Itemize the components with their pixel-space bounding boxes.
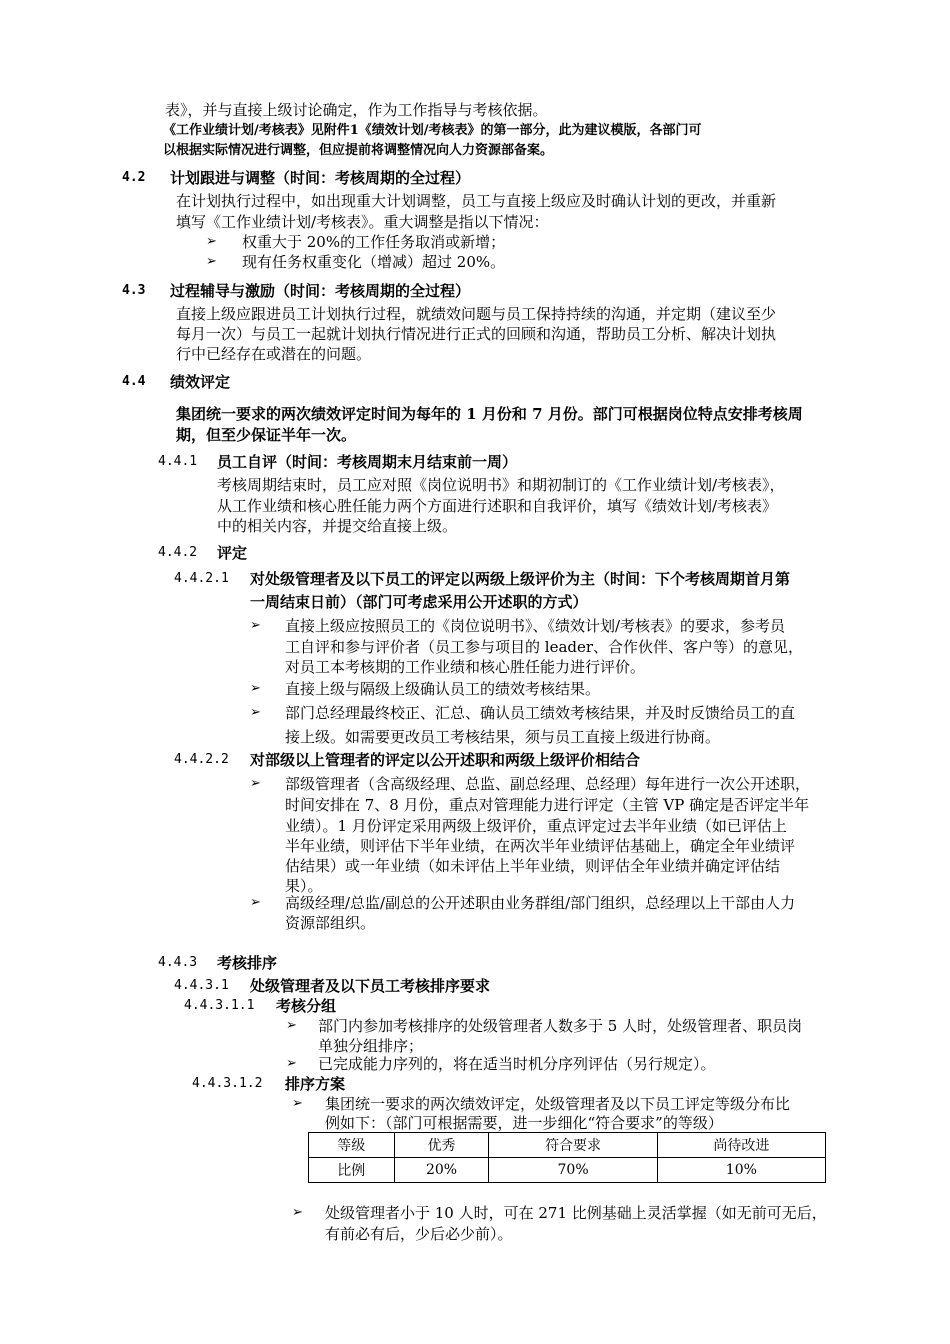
paragraph-line: 在计划执行过程中，如出现重大计划调整，员工与直接上级应及时确认计划的更改，并重新	[176, 192, 777, 210]
section-number: 4.4.2	[158, 545, 198, 560]
section-number: 4.4.3.1.1	[184, 998, 255, 1013]
list-item: 现有任务权重变化（增减）超过 20%。	[242, 253, 506, 271]
table-cell: 20%	[394, 1158, 489, 1183]
list-item: 对员工本考核期的工作业绩和核心胜任能力进行评价。	[285, 658, 646, 676]
section-heading: 考核分组	[276, 997, 337, 1015]
paragraph-line: 每月一次）与员工一起就计划执行情况进行正式的回顾和沟通，帮助员工分析、解决计划执	[176, 325, 777, 343]
paragraph-line: 从工作业绩和核心胜任能力两个方面进行述职和自我评价，填写《绩效计划/考核表》	[217, 497, 778, 515]
section-heading: 考核排序	[217, 954, 278, 972]
list-item: 部门内参加考核排序的处级管理者人数多于 5 人时，处级管理者、职员岗	[318, 1017, 803, 1035]
list-item: 直接上级应按照员工的《岗位说明书》、《绩效计划/考核表》的要求，参考员	[285, 617, 786, 635]
section-heading: 一周结束日前）（部门可考虑采用公开述职的方式）	[250, 593, 588, 611]
section-heading: 处级管理者及以下员工考核排序要求	[250, 977, 491, 995]
list-item: 估结果）或一年业绩（如未评估上半年业绩，则评估全年业绩并确定评估结	[285, 857, 781, 875]
table-cell: 10%	[657, 1158, 825, 1183]
section-number: 4.4.1	[158, 454, 198, 469]
bullet-icon: ➢	[250, 895, 261, 910]
table-row	[309, 1158, 826, 1183]
section-heading: 过程辅导与激励（时间：考核周期的全过程）	[170, 282, 471, 300]
bullet-icon: ➢	[206, 254, 217, 269]
bullet-icon: ➢	[250, 776, 261, 791]
table-header-cell: 优秀	[394, 1133, 489, 1158]
ratio-table	[308, 1132, 826, 1183]
bullet-icon: ➢	[292, 1205, 303, 1220]
bullet-icon: ➢	[292, 1096, 303, 1111]
table-cell: 70%	[489, 1158, 657, 1183]
list-item: 例如下：（部门可根据需要，进一步细化“符合要求”的等级）	[325, 1114, 723, 1132]
note-line: 《工作业绩计划/考核表》见附件1《绩效计划/考核表》的第一部分，此为建议模版，各部门可	[163, 123, 702, 138]
section-heading: 员工自评（时间：考核周期末月结束前一周）	[217, 453, 518, 471]
table-header-cell: 等级	[309, 1133, 395, 1158]
section-number: 4.4.2.1	[174, 571, 229, 586]
bullet-icon: ➢	[250, 705, 261, 720]
bullet-icon: ➢	[206, 234, 217, 249]
list-item: 部级管理者（含高级经理、总监、副总经理、总经理）每年进行一次公开述职，	[285, 775, 811, 793]
section-heading: 计划跟进与调整（时间：考核周期的全过程）	[170, 169, 471, 187]
paragraph-line: 填写《工作业绩计划/考核表》。重大调整是指以下情况：	[176, 213, 549, 231]
section-number: 4.3	[122, 283, 146, 298]
list-item: 业绩）。1 月份评定采用两级上级评价，重点评定过去半年业绩（如已评估上	[285, 817, 787, 835]
list-item: 工自评和参与评价者（员工参与项目的 leader、合作伙伴、客户等）的意见，	[285, 638, 804, 656]
paragraph-line: 中的相关内容，并提交给直接上级。	[217, 517, 458, 535]
list-item: 处级管理者小于 10 人时，可在 271 比例基础上灵活掌握（如无前可无后，	[325, 1204, 827, 1222]
list-item: 单独分组排序；	[318, 1037, 424, 1055]
table-cell: 比例	[309, 1158, 395, 1183]
list-item: 权重大于 20%的工作任务取消或新增；	[242, 233, 506, 251]
intro-line: 表》，并与直接上级讨论确定，作为工作指导与考核依据。	[165, 101, 548, 119]
list-item: 集团统一要求的两次绩效评定，处级管理者及以下员工评定等级分布比	[325, 1095, 791, 1113]
list-item: 有前必有后，少后必少前）。	[325, 1225, 513, 1243]
section-number: 4.4.3.1.2	[192, 1076, 263, 1091]
bullet-icon: ➢	[250, 681, 261, 696]
paragraph-line: 直接上级应跟进员工计划执行过程，就绩效问题与员工保持持续的沟通，并定期（建议至少	[176, 305, 777, 323]
paragraph-line: 行中已经存在或潜在的问题。	[176, 345, 372, 363]
section-number: 4.4.2.2	[174, 752, 229, 767]
paragraph-line: 考核周期结束时，员工应对照《岗位说明书》和期初制订的《工作业绩计划/考核表》，	[217, 476, 785, 494]
paragraph-line: 集团统一要求的两次绩效评定时间为每年的 1 月份和 7 月份。部门可根据岗位特点安排考核周	[176, 405, 803, 423]
section-heading: 评定	[217, 544, 248, 562]
section-number: 4.4.3.1	[174, 978, 229, 993]
table-row	[309, 1133, 826, 1158]
list-item: 时间安排在 7、8 月份，重点对管理能力进行评定（主管 VP 确定是否评定半年	[285, 796, 810, 814]
list-item: 半年业绩，则评估下半年业绩，在两次半年业绩评估基础上，确定全年业绩评	[285, 837, 796, 855]
paragraph-line: 期，但至少保证半年一次。	[176, 426, 357, 444]
list-item: 高级经理/总监/副总的公开述职由业务群组/部门组织，总经理以上干部由人力	[285, 894, 796, 912]
section-heading: 绩效评定	[170, 373, 231, 391]
list-item: 已完成能力序列的，将在适当时机分序列评估（另行规定）。	[318, 1055, 716, 1073]
list-item: 直接上级与隔级上级确认员工的绩效考核结果。	[285, 680, 601, 698]
section-number: 4.4.3	[158, 955, 198, 970]
list-item: 果）。	[285, 877, 323, 895]
bullet-icon: ➢	[286, 1056, 297, 1071]
section-heading: 对处级管理者及以下员工的评定以两级上级评价为主（时间：下个考核周期首月第	[250, 570, 791, 588]
list-item: 部门总经理最终校正、汇总、确认员工绩效考核结果，并及时反馈给员工的直	[285, 704, 796, 722]
bullet-icon: ➢	[286, 1018, 297, 1033]
list-item: 接上级。如需要更改员工考核结果，须与员工直接上级进行协商。	[285, 728, 721, 746]
bullet-icon: ➢	[250, 618, 261, 633]
table-header-cell: 符合要求	[489, 1133, 657, 1158]
section-number: 4.4	[122, 374, 146, 389]
section-number: 4.2	[122, 170, 146, 185]
table-header-cell: 尚待改进	[657, 1133, 825, 1158]
list-item: 资源部组织。	[285, 914, 376, 932]
note-line: 以根据实际情况进行调整，但应提前将调整情况向人力资源部备案。	[163, 143, 554, 158]
section-heading: 对部级以上管理者的评定以公开述职和两级上级评价相结合	[250, 751, 641, 769]
section-heading: 排序方案	[285, 1075, 346, 1093]
